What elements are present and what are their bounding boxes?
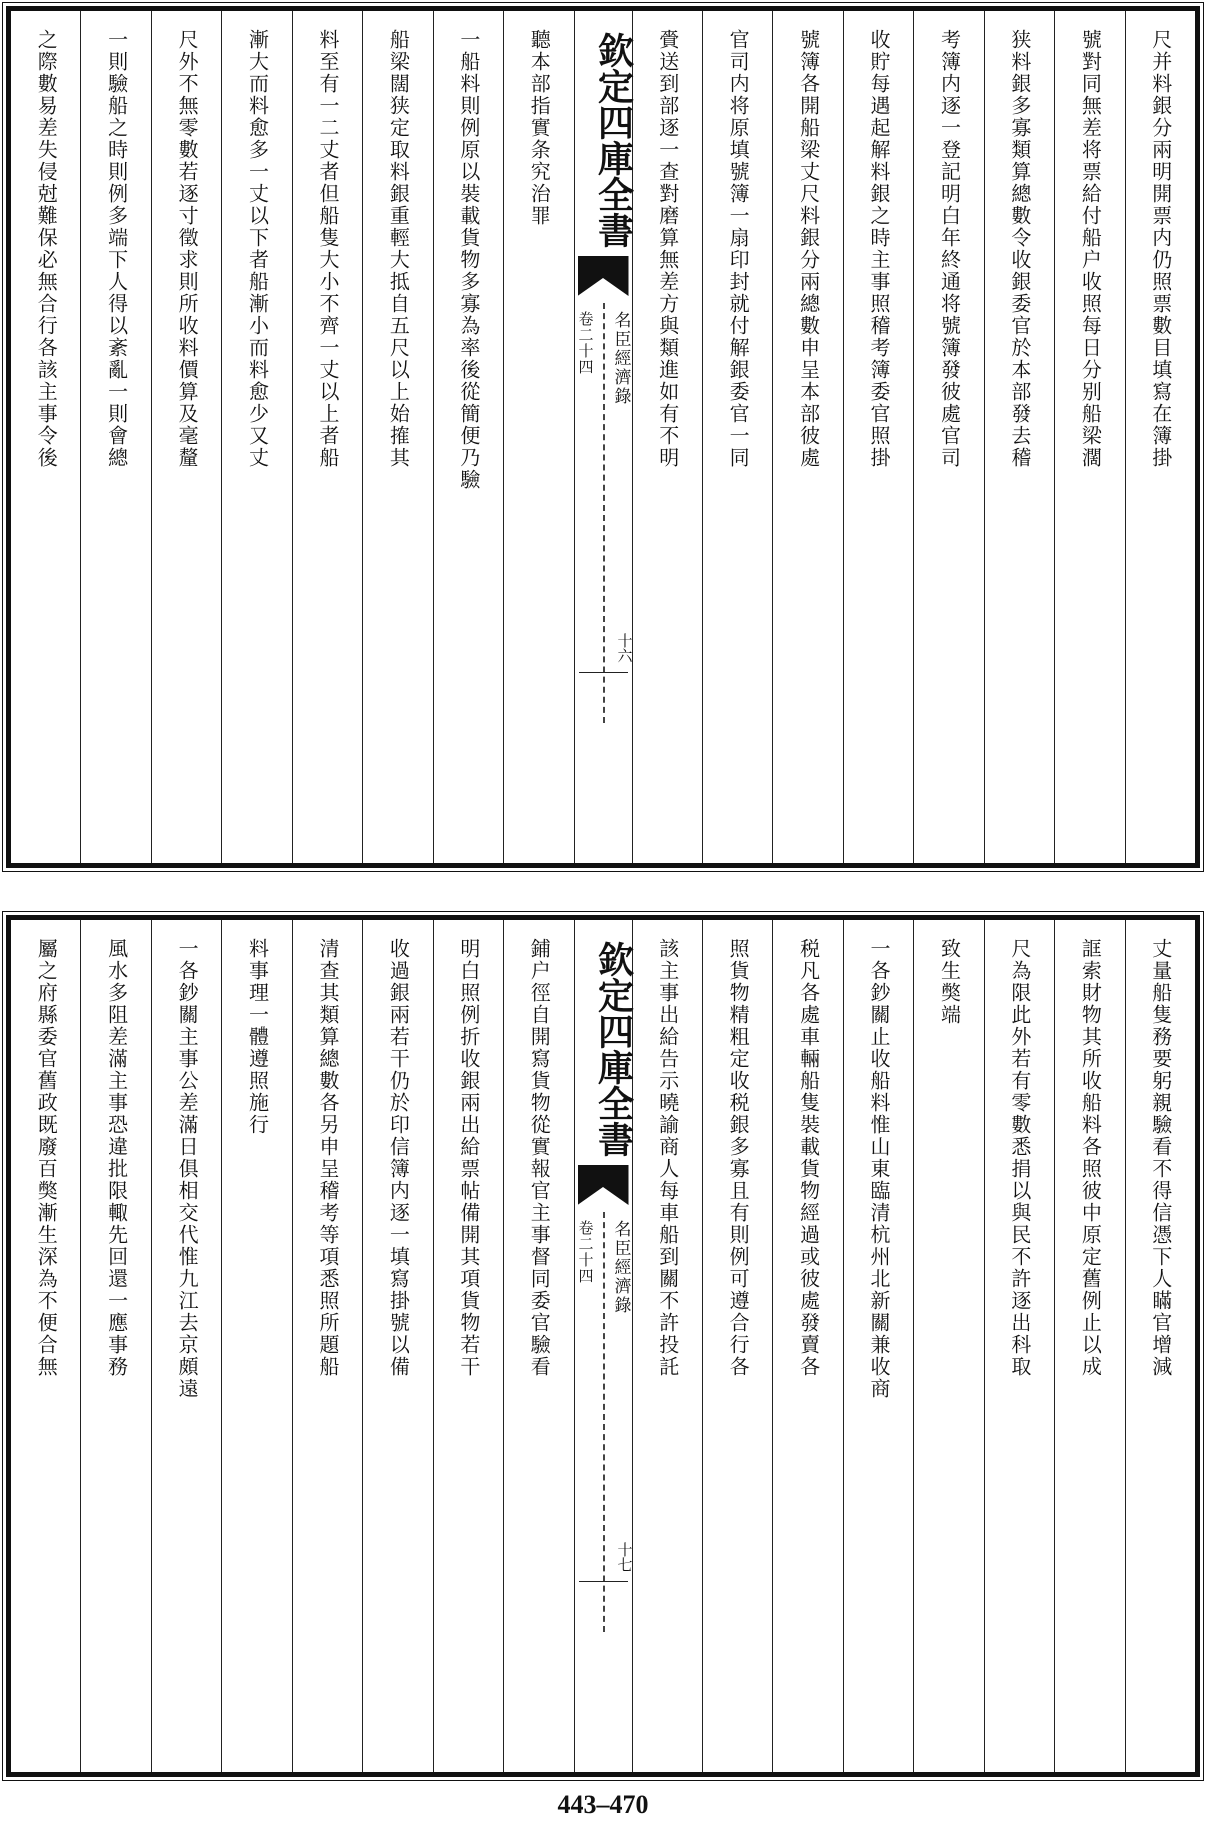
text-column — [984, 920, 1054, 1772]
text-column — [1125, 11, 1195, 863]
page-top — [6, 6, 1200, 868]
text-column — [362, 920, 432, 1772]
banner-rule — [579, 1581, 628, 1582]
fish-tail-ornament-icon — [578, 1165, 629, 1205]
text-column — [1125, 920, 1195, 1772]
text-column — [913, 920, 983, 1772]
text-column — [503, 11, 573, 863]
column-text: 之際數易差失侵尅難保必無合行各該主事令後 — [34, 29, 59, 469]
text-column — [702, 920, 772, 1772]
column-text: 料事理一體遵照施行 — [245, 938, 270, 1136]
column-text: 一船料則例原以裝載貨物多寡為率後從簡便乃驗 — [456, 29, 481, 491]
banner-volume: 卷二十四 — [576, 1220, 595, 1284]
text-column — [151, 11, 221, 863]
banner-title: 欽定四庫全書 — [592, 941, 635, 1157]
column-text: 賫送到部逐一查對磨算無差方與類進如有不明 — [655, 29, 680, 469]
column-text: 一各鈔關止收船料惟山東臨清杭州北新關兼收商 — [867, 938, 892, 1400]
page-bottom — [6, 915, 1200, 1777]
column-text: 誆索財物其所收船料各照彼中原定舊例止以成 — [1078, 938, 1103, 1378]
text-column — [913, 11, 983, 863]
column-text: 丈量船隻務要躬親驗看不得信憑下人瞞官增減 — [1148, 938, 1173, 1378]
text-column — [1054, 920, 1124, 1772]
column-text: 鋪户徑自開寫貨物從實報官主事督同委官驗看 — [527, 938, 552, 1378]
column-text: 一則驗船之時則例多端下人得以紊亂一則會總 — [104, 29, 129, 469]
text-column — [292, 11, 362, 863]
banner-title: 欽定四庫全書 — [592, 32, 635, 248]
column-text: 聽本部指實条究治罪 — [527, 29, 552, 227]
column-text: 料至有一二丈者但船隻大小不齊一丈以上者船 — [315, 29, 340, 469]
column-text: 號對同無差将票給付船户收照每日分别船梁濶 — [1078, 29, 1103, 469]
text-column — [151, 920, 221, 1772]
text-column — [11, 11, 80, 863]
text-column — [772, 920, 842, 1772]
column-text: 尺并料銀分兩明開票内仍照票數目填寫在簿掛 — [1148, 29, 1173, 469]
text-column — [772, 11, 842, 863]
text-column — [292, 920, 362, 1772]
text-column — [1054, 11, 1124, 863]
center-banner — [574, 11, 635, 863]
banner-leaf-number: 十七 — [615, 1542, 634, 1572]
column-text: 官司内将原填號簿一扇印封就付解銀委官一同 — [726, 29, 751, 469]
column-text: 收貯每遇起解料銀之時主事照稽考簿委官照掛 — [867, 29, 892, 469]
text-column — [80, 920, 150, 1772]
fish-tail-ornament-icon — [578, 256, 629, 296]
text-column — [843, 11, 913, 863]
column-text: 風水多阻差滿主事恐違批限輙先回還一應事務 — [104, 938, 129, 1378]
text-column — [433, 11, 503, 863]
column-text: 一各鈔關主事公差滿日俱相交代惟九江去京頗遠 — [175, 938, 200, 1400]
text-column — [433, 920, 503, 1772]
text-column — [984, 11, 1054, 863]
column-text: 該主事出給告示曉諭商人每車船到關不許投託 — [655, 938, 680, 1378]
column-text: 漸大而料愈多一丈以下者船漸小而料愈少又丈 — [245, 29, 270, 469]
column-text: 狭料銀多寡類算總數令收銀委官於本部發去稽 — [1007, 29, 1032, 469]
text-column — [843, 920, 913, 1772]
column-text: 考簿内逐一登記明白年終通将號簿發彼處官司 — [937, 29, 962, 469]
text-column — [503, 920, 573, 1772]
text-column — [11, 920, 80, 1772]
text-column — [702, 11, 772, 863]
banner-volume: 卷二十四 — [576, 311, 595, 375]
banner-book-name: 名臣經濟錄 — [610, 311, 631, 406]
column-text: 明白照例折收銀兩出給票帖備開其項貨物若干 — [456, 938, 481, 1378]
center-banner — [574, 920, 635, 1772]
column-text: 照貨物精粗定收税銀多寡且有則例可遵合行各 — [726, 938, 751, 1378]
column-text: 清查其類算總數各另申呈稽考等項悉照所題船 — [315, 938, 340, 1378]
column-text: 號簿各開船梁丈尺料銀分兩總數申呈本部彼處 — [796, 29, 821, 469]
page-number: 443–470 — [557, 1790, 649, 1819]
column-text: 尺外不無零數若逐寸徵求則所收料價算及毫釐 — [175, 29, 200, 469]
banner-book-name: 名臣經濟錄 — [610, 1220, 631, 1315]
text-column — [632, 11, 702, 863]
banner-leaf-number: 十六 — [615, 633, 634, 663]
text-column — [362, 11, 432, 863]
banner-rule — [579, 672, 628, 673]
text-column — [80, 11, 150, 863]
column-text: 税凡各處車輛船隻裝載貨物經過或彼處發賣各 — [796, 938, 821, 1378]
column-text: 屬之府縣委官舊政既廢百獘漸生深為不便合無 — [34, 938, 59, 1378]
column-text: 尺為限此外若有零數悉捐以與民不許逐出科取 — [1007, 938, 1032, 1378]
column-text: 致生獘端 — [937, 938, 962, 1026]
column-text: 船梁闊狭定取料銀重輕大抵自五尺以上始搉其 — [386, 29, 411, 469]
column-text: 收過銀兩若干仍於印信簿内逐一填寫掛號以備 — [386, 938, 411, 1378]
text-column — [632, 920, 702, 1772]
text-column — [221, 920, 291, 1772]
text-column — [221, 11, 291, 863]
